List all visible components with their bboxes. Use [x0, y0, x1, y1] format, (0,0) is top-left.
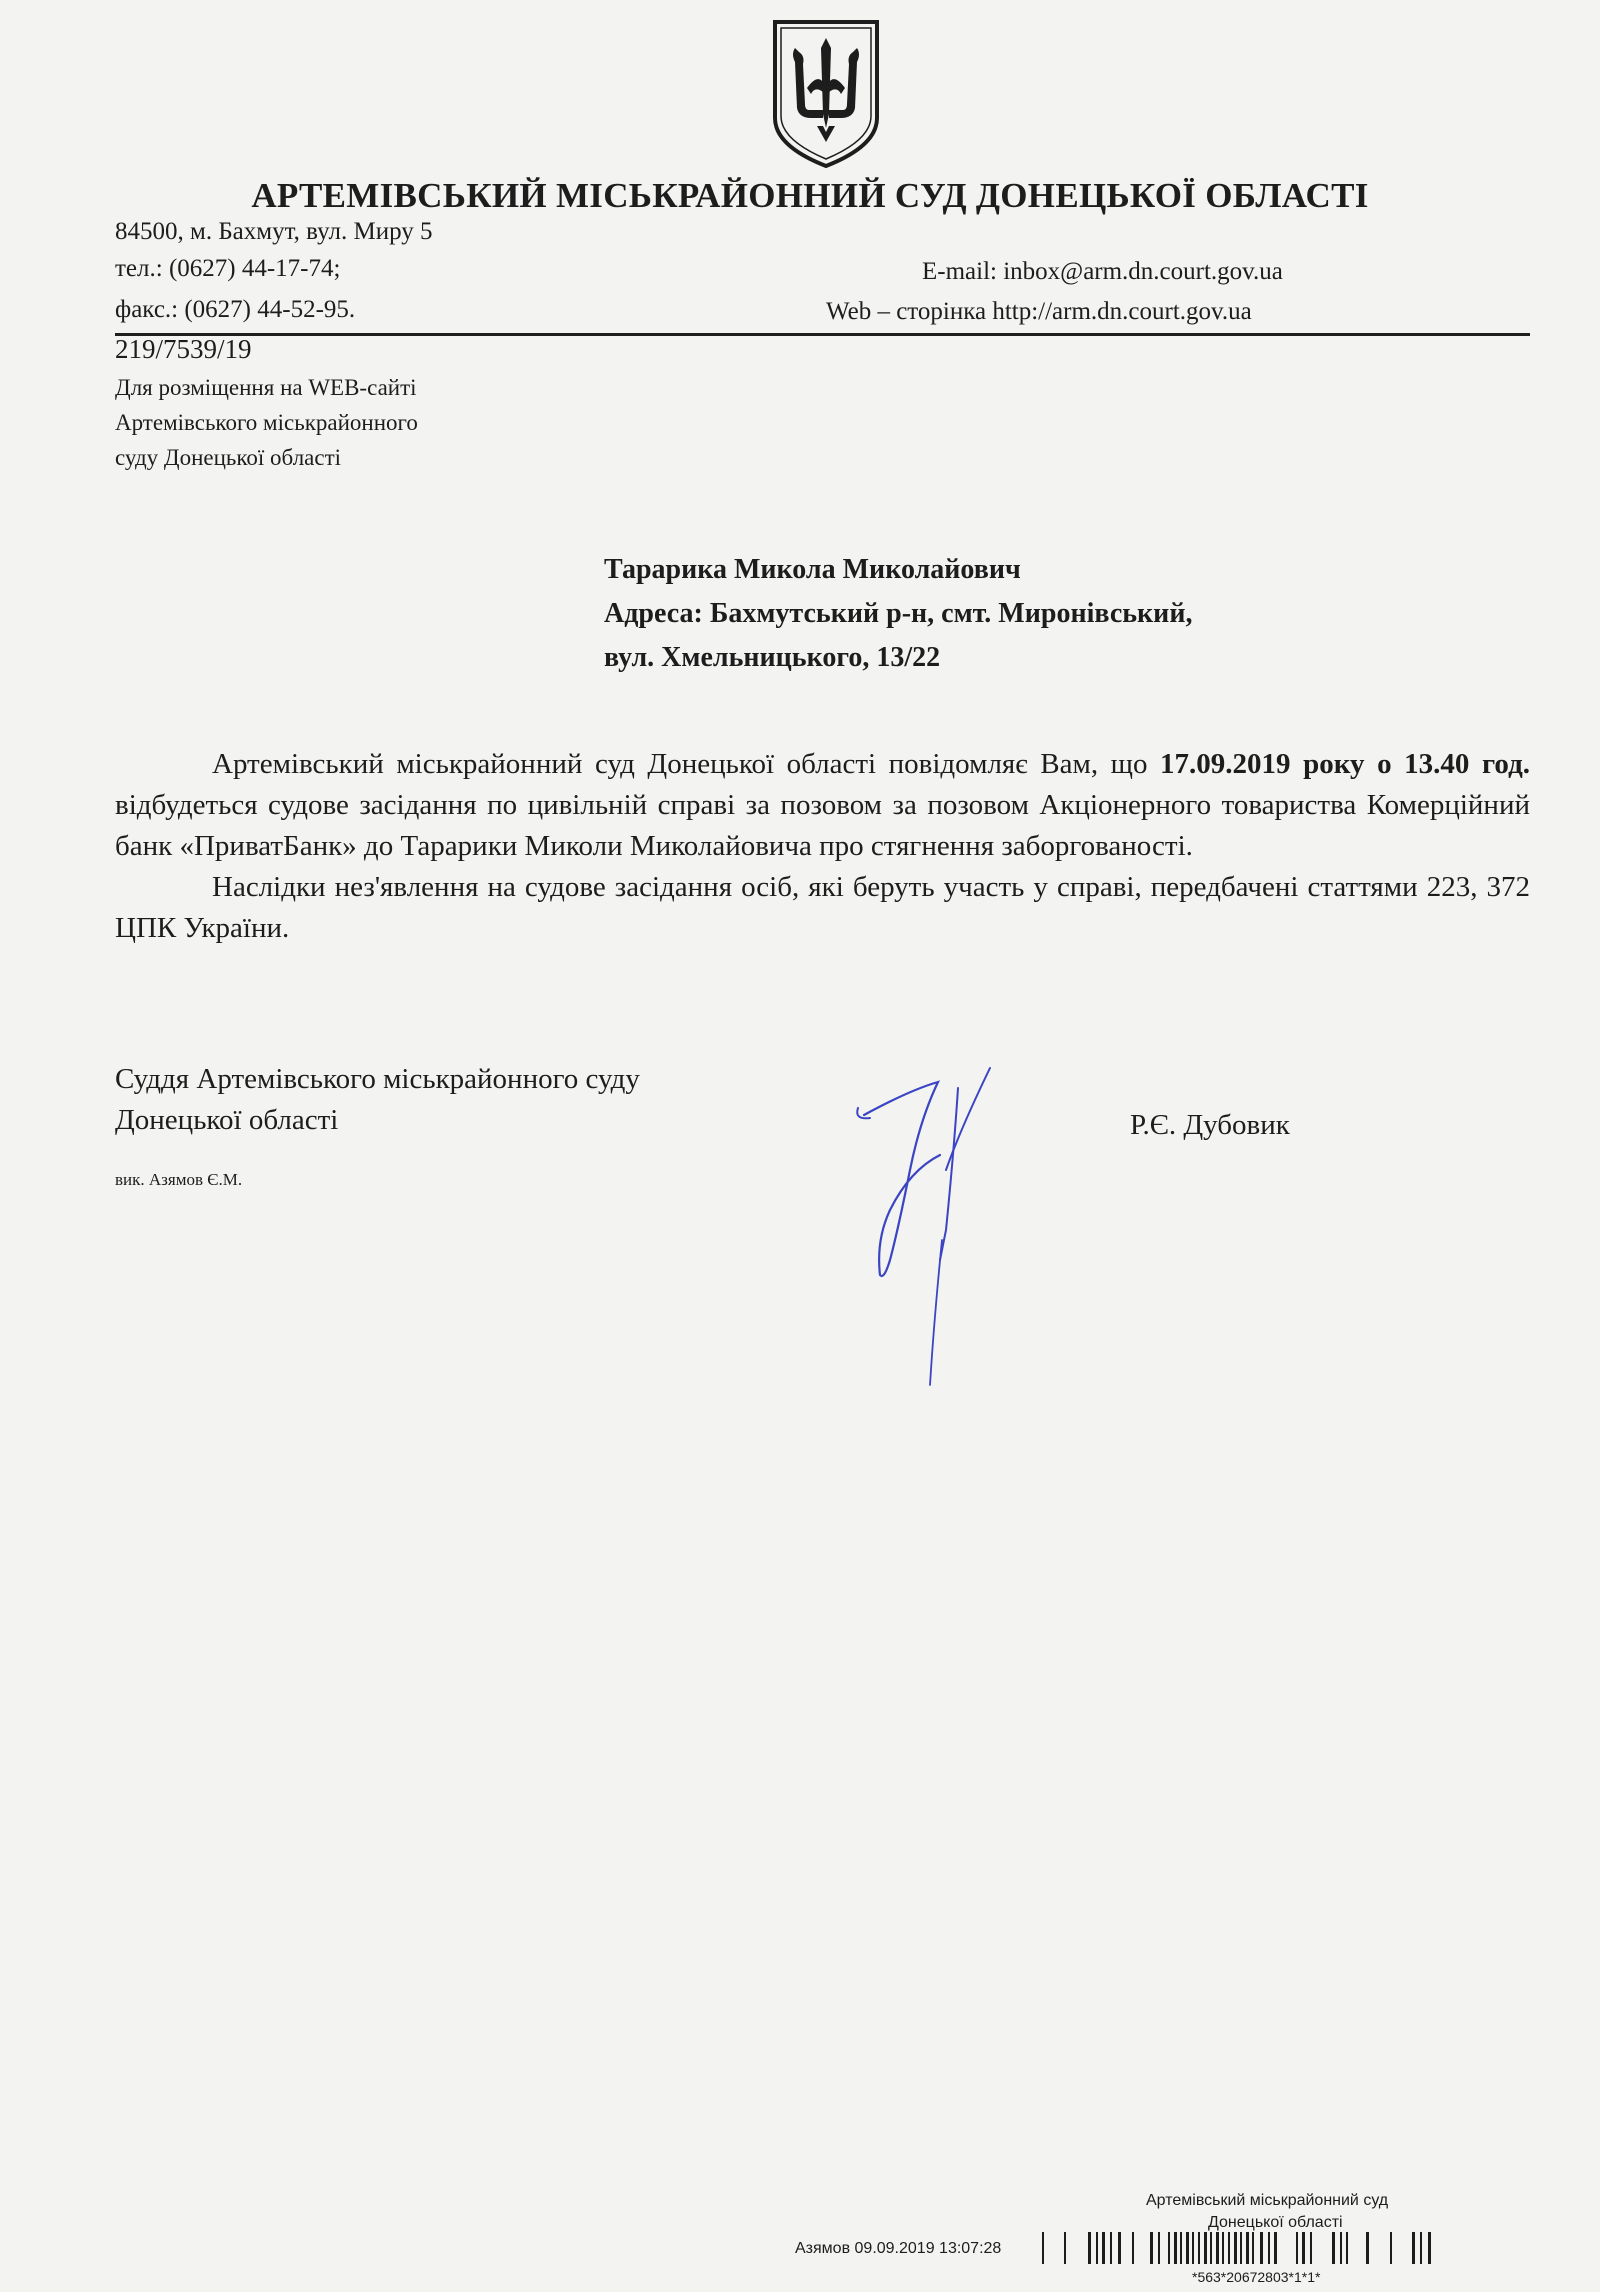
judge-name: Р.Є. Дубовик: [1130, 1109, 1290, 1141]
notice-text: відбудеться судове засідання по цивільній справі за позовом за позовом Акціонерного товариства Комерційний банк «ПриватБанк» до Тарарики Миколи Миколайовича про стягнення заборгованості.: [115, 789, 1530, 862]
notice-text: Артемівський міськрайонний суд Донецької області повідомляє Вам, що: [212, 748, 1161, 780]
notice-body: [115, 744, 1530, 949]
court-fax: факс.: (0627) 44-52-95.: [115, 296, 356, 323]
judge-position-line: Донецької області: [115, 1104, 339, 1136]
barcode-number: *563*20672803*1*1*: [1192, 2269, 1321, 2285]
registration-record: Азямов 09.09.2019 13:07:28: [795, 2240, 1002, 2257]
notice-paragraph-consequences: Наслідки нез'явлення на судове засідання осіб, які беруть участь у справі, передбачені статтями 223, 372 ЦПК України.: [115, 871, 1530, 944]
case-number: 219/7539/19: [115, 334, 252, 364]
court-email: E-mail: inbox@arm.dn.court.gov.ua: [922, 258, 1283, 285]
court-address: 84500, м. Бахмут, вул. Миру 5: [115, 218, 433, 245]
court-website: Web – сторінка http://arm.dn.court.gov.ua: [826, 298, 1252, 325]
barcode-image: [1040, 2232, 1530, 2272]
placement-note-line: суду Донецької області: [115, 445, 342, 470]
addressee-name: Тарарика Микола Миколайович: [604, 554, 1021, 585]
placement-note: [115, 370, 418, 475]
addressee-block: [604, 548, 1192, 680]
placement-note-line: Артемівського міськрайонного: [115, 410, 418, 435]
handwritten-signature: [850, 1060, 1010, 1390]
addressee-address-line: Адреса: Бахмутський р-н, смт. Миронівський,: [604, 598, 1193, 629]
judge-position: [115, 1059, 640, 1141]
judge-position-line: Суддя Артемівського міськрайонного суду: [115, 1063, 640, 1095]
hearing-datetime: 17.09.2019 року о 13.40 год.: [1160, 748, 1530, 780]
addressee-address-line: вул. Хмельницького, 13/22: [604, 642, 941, 673]
stamp-court-line: Донецької області: [1208, 2214, 1343, 2231]
notice-paragraph-hearing: [115, 744, 1530, 867]
court-phone: тел.: (0627) 44-17-74;: [115, 255, 341, 282]
court-name-heading: АРТЕМІВСЬКИЙ МІСЬКРАЙОННИЙ СУД ДОНЕЦЬКОЇ ОБЛАСТІ: [251, 176, 1369, 215]
coat-of-arms-trident-icon: [767, 18, 885, 170]
stamp-court-line: Артемівський міськрайонний суд: [1146, 2192, 1389, 2209]
header-divider: [115, 333, 1530, 336]
executor-name: вик. Азямов Є.М.: [115, 1170, 243, 1189]
placement-note-line: Для розміщення на WEB-сайті: [115, 375, 417, 400]
